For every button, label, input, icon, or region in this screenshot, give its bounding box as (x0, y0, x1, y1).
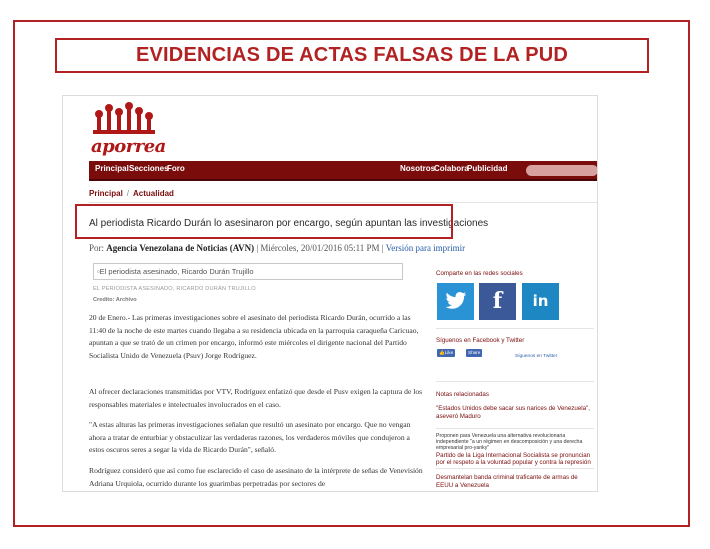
print-version-link[interactable]: Versión para imprimir (385, 243, 466, 253)
related-note-title: Partido de la Liga Internacional Socialista se pronuncian por el respeto a la voluntad popular y contra la represión (436, 451, 591, 467)
breadcrumb-actualidad[interactable]: Actualidad (133, 189, 174, 198)
breadcrumb-separator: / (126, 189, 130, 198)
linkedin-icon: in (532, 292, 549, 310)
broken-image-icon: ▫ (97, 267, 100, 276)
related-note-lead: Proponen para Venezuela una alternativa revolucionaria independiente "a un régimen en descomposición y una derecha empresarial pro-yanky" (436, 433, 583, 452)
facebook-share-button[interactable] (479, 283, 516, 320)
divider (436, 328, 594, 329)
article-headline: Al periodista Ricardo Durán lo asesinaron por encargo, según apuntan las investigaciones (89, 218, 489, 229)
related-note-link[interactable]: "Estados Unidos debe sacar sus narices de Venezuela", aseveró Maduro (436, 405, 591, 420)
article-paragraph: "A estas alturas las primeras investigaciones señalan que resultó un asesinato por encargo. Que no vengan ahora a tratar de enturbiar y obstaculizar las verdaderas razones, los verdaderos móviles que condujeron a estos oscuros seres a segar la vida de Ricardo Durán", señaló. (89, 420, 411, 454)
twitter-follow-link[interactable]: Síguenos en Twitter (515, 354, 558, 359)
article-paragraph: Al ofrecer declaraciones transmitidas por VTV, Rodríguez enfatizó que desde el Pusv exigen la captura de los responsables materiales e intelectuales involucrados en el caso. (89, 387, 423, 409)
related-heading: Notas relacionadas (436, 391, 489, 398)
photo-caption: EL PERIODISTA ASESINADO, RICARDO DURÁN TRUJILLO (93, 286, 256, 292)
nav-item-secciones[interactable]: Secciones (129, 164, 169, 173)
raised-fists-icon (89, 100, 159, 140)
follow-heading: Síguenos en Facebook y Twitter (436, 337, 525, 344)
nav-item-nosotros[interactable]: Nosotros (400, 164, 436, 173)
article-byline (89, 243, 465, 253)
article-paragraph: 20 de Enero.- Las primeras investigaciones sobre el asesinato del periodista Ricardo Durán, ocurrido a las 11:40 de la noche de este martes cuando llegaba a su residencia ubicada en la parroquia caraqueña Caricuao, apuntan a que se trató de un crimen por encargo, informó este miércoles el dirigente nacional del Partido Socialista Unido de Venezuela (Psuv) Jorge Rodríguez. (89, 313, 419, 360)
logo-wordmark: aporrea (91, 136, 166, 157)
related-note[interactable] (436, 433, 594, 467)
photo-credit: Credito: Archivo (93, 297, 137, 303)
article-paragraph: Rodríguez consideró que así como fue esclarecido el caso de asesinato de la intérprete de señas de Venevisión Adriana Urquiola, ocurrido durante los guarimbas perpetradas por sectores de (89, 466, 423, 488)
facebook-like-label: Like (444, 350, 454, 355)
article-photo (93, 263, 403, 280)
nav-item-principal[interactable]: Principal (95, 164, 129, 173)
byline-date: | Miércoles, 20/01/2016 05:11 PM | (256, 243, 384, 253)
sidebar (436, 96, 596, 492)
article-screenshot (62, 95, 598, 492)
share-heading: Comparte en las redes sociales (436, 270, 523, 277)
byline-prefix: Por: (89, 243, 105, 253)
divider (436, 468, 594, 469)
twitter-bird-icon (445, 291, 467, 311)
divider (436, 428, 594, 429)
breadcrumb (89, 189, 174, 198)
breadcrumb-principal[interactable]: Principal (89, 189, 123, 198)
byline-author[interactable]: Agencia Venezolana de Noticias (AVN) (106, 243, 255, 253)
headline-highlight-box (75, 204, 453, 239)
linkedin-share-button[interactable] (522, 283, 559, 320)
nav-item-foro[interactable]: Foro (167, 164, 185, 173)
photo-alt-text (97, 267, 254, 276)
divider (436, 381, 594, 382)
nav-item-colabora[interactable]: Colabora (434, 164, 469, 173)
related-note-link[interactable]: Desmantelan banda criminal traficante de armas de EEUU a Venezuela (436, 474, 578, 489)
slide-title: EVIDENCIAS DE ACTAS FALSAS DE LA PUD (55, 38, 649, 73)
facebook-f-icon: f (492, 288, 503, 314)
aporrea-logo[interactable] (89, 100, 166, 157)
photo-alt-label: El periodista asesinado, Ricardo Durán Trujillo (99, 267, 254, 276)
nav-item-publicidad[interactable]: Publicidad (467, 164, 508, 173)
facebook-share-small-button[interactable]: Share (468, 350, 481, 355)
facebook-like-button[interactable] (437, 349, 455, 357)
twitter-share-button[interactable] (437, 283, 474, 320)
thumbs-up-icon: 👍 (439, 350, 445, 355)
